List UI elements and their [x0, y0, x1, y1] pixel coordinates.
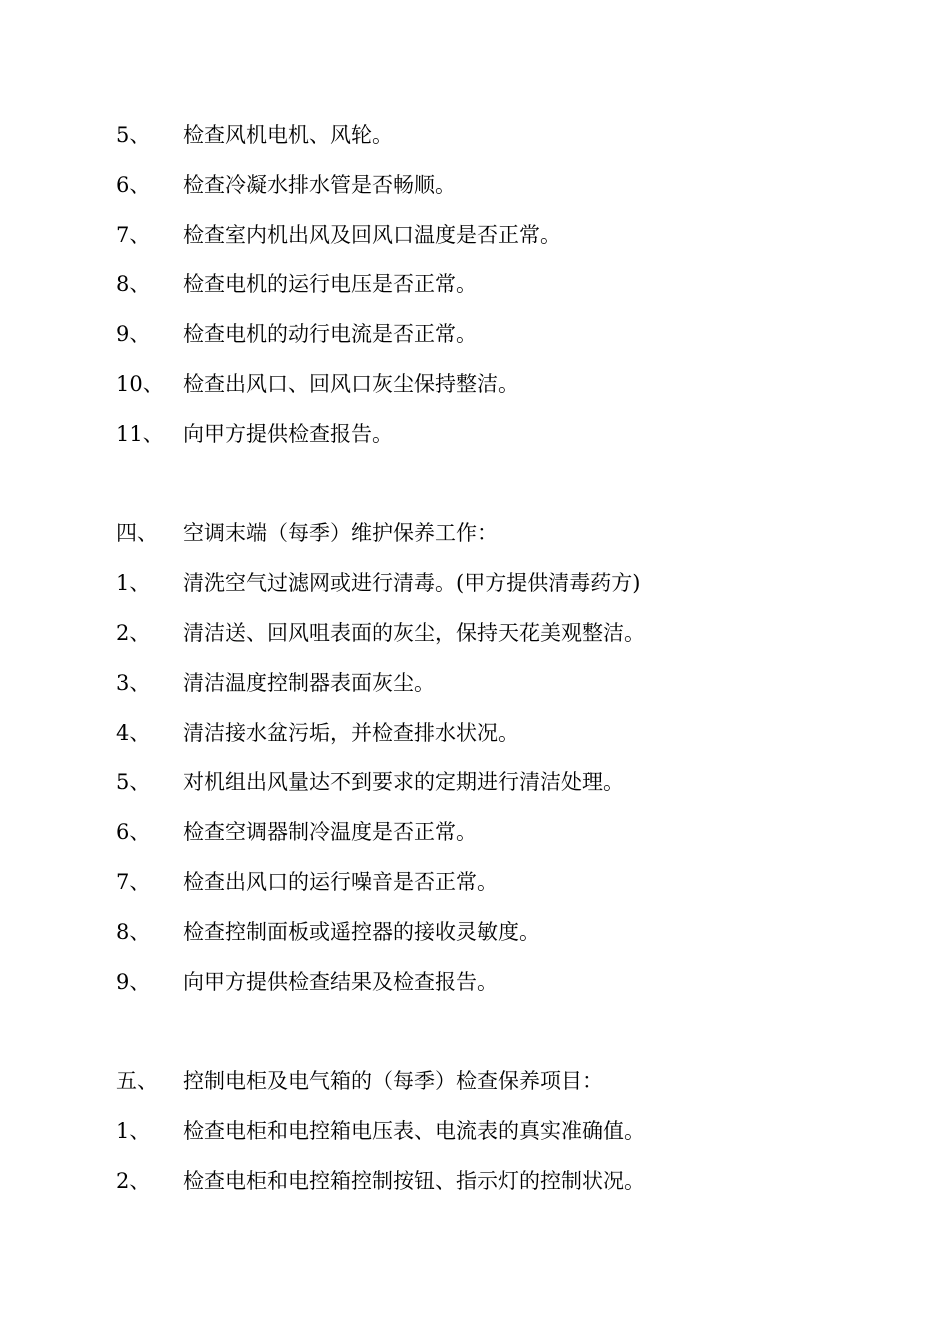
- item-text: 清洗空气过滤网或进行清毒。(甲方提供清毒药方): [183, 571, 641, 595]
- list-item: [116, 1116, 876, 1146]
- item-number: 10、: [116, 372, 164, 396]
- item-number: 9、: [116, 322, 151, 346]
- item-number: 8、: [116, 920, 151, 944]
- list-item: [116, 120, 876, 150]
- list-item: [116, 319, 876, 349]
- item-number: 6、: [116, 820, 151, 844]
- item-text: 检查冷凝水排水管是否畅顺。: [183, 173, 456, 197]
- list-item: [116, 618, 876, 648]
- item-text: 检查电柜和电控箱电压表、电流表的真实准确值。: [183, 1119, 645, 1143]
- list-item: [116, 170, 876, 200]
- item-text: 清洁送、回风咀表面的灰尘，保持天花美观整洁。: [183, 621, 645, 645]
- item-text: 对机组出风量达不到要求的定期进行清洁处理。: [183, 770, 624, 794]
- item-number: 7、: [116, 223, 151, 247]
- list-item: [116, 1166, 876, 1196]
- list-item: [116, 220, 876, 250]
- list-item: [116, 269, 876, 299]
- item-text: 检查出风口的运行噪音是否正常。: [183, 870, 498, 894]
- list-item: [116, 419, 876, 449]
- item-text: 检查室内机出风及回风口温度是否正常。: [183, 223, 561, 247]
- section-heading: [116, 518, 876, 548]
- section-title: 空调末端（每季）维护保养工作：: [183, 521, 498, 545]
- item-text: 清洁温度控制器表面灰尘。: [183, 671, 435, 695]
- item-text: 检查电机的动行电流是否正常。: [183, 322, 477, 346]
- list-item: [116, 668, 876, 698]
- section-number: 五、: [116, 1069, 158, 1093]
- item-number: 2、: [116, 1169, 151, 1193]
- section-title: 控制电柜及电气箱的（每季）检查保养项目：: [183, 1069, 603, 1093]
- item-number: 7、: [116, 870, 151, 894]
- item-text: 向甲方提供检查结果及检查报告。: [183, 970, 498, 994]
- item-number: 9、: [116, 970, 151, 994]
- section-heading: [116, 1066, 876, 1096]
- item-number: 5、: [116, 770, 151, 794]
- list-item: [116, 369, 876, 399]
- item-number: 8、: [116, 272, 151, 296]
- item-number: 1、: [116, 571, 151, 595]
- section-number: 四、: [116, 521, 158, 545]
- item-text: 检查空调器制冷温度是否正常。: [183, 820, 477, 844]
- item-text: 检查电机的运行电压是否正常。: [183, 272, 477, 296]
- list-item: [116, 817, 876, 847]
- item-number: 4、: [116, 721, 151, 745]
- item-number: 1、: [116, 1119, 151, 1143]
- list-item: [116, 917, 876, 947]
- item-number: 3、: [116, 671, 151, 695]
- list-item: [116, 967, 876, 997]
- list-item: [116, 867, 876, 897]
- list-item: [116, 568, 876, 598]
- item-text: 检查风机电机、风轮。: [183, 123, 393, 147]
- item-text: 检查电柜和电控箱控制按钮、指示灯的控制状况。: [183, 1169, 645, 1193]
- item-number: 11、: [116, 422, 164, 446]
- item-number: 2、: [116, 621, 151, 645]
- list-item: [116, 767, 876, 797]
- item-text: 检查控制面板或遥控器的接收灵敏度。: [183, 920, 540, 944]
- item-number: 5、: [116, 123, 151, 147]
- list-item: [116, 718, 876, 748]
- item-text: 清洁接水盆污垢，并检查排水状况。: [183, 721, 519, 745]
- item-text: 向甲方提供检查报告。: [183, 422, 393, 446]
- item-number: 6、: [116, 173, 151, 197]
- item-text: 检查出风口、回风口灰尘保持整洁。: [183, 372, 519, 396]
